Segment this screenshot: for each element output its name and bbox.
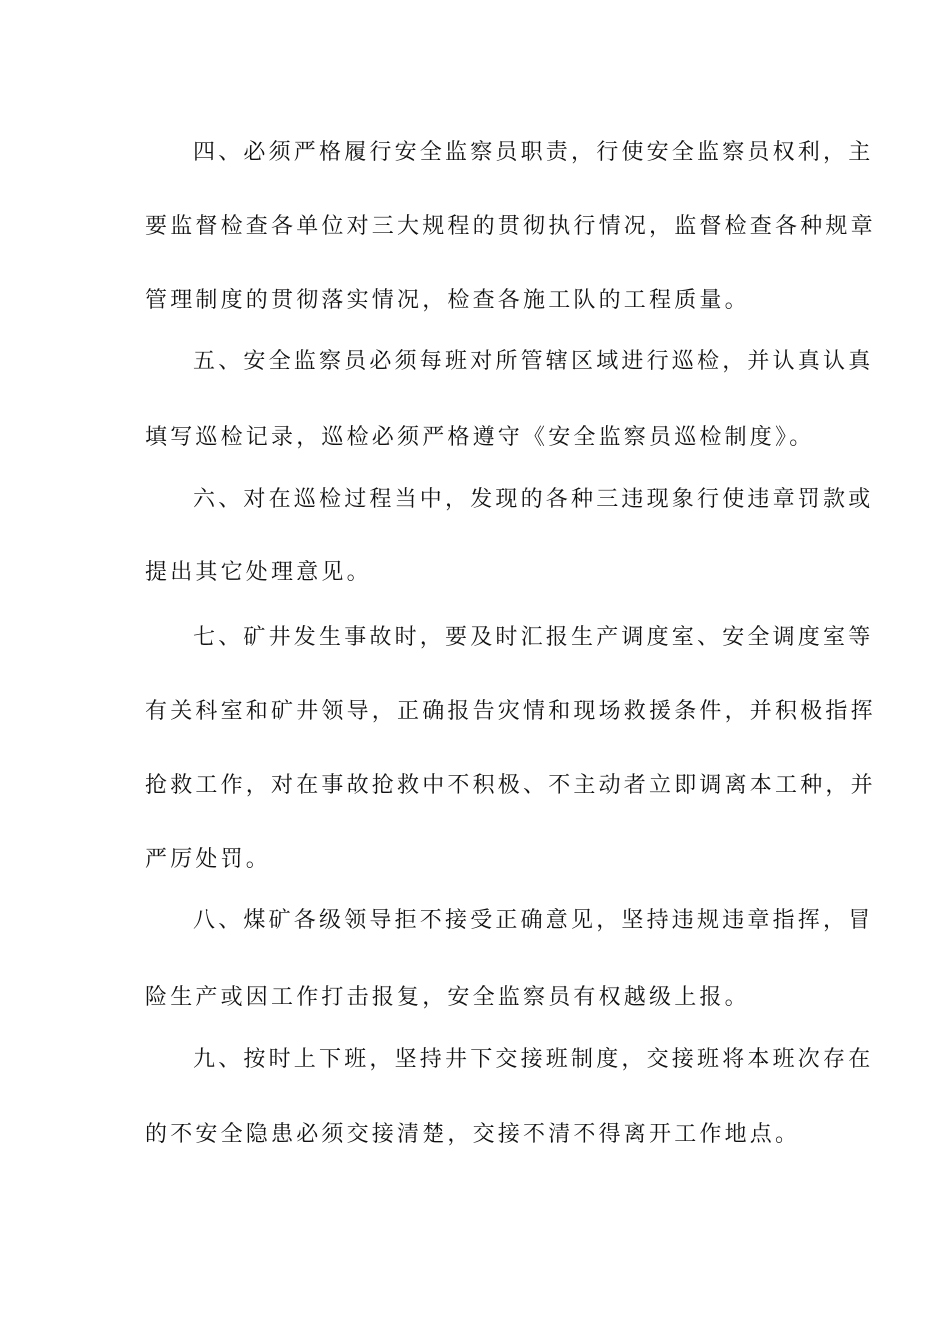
paragraph-8-line-1: 八、煤矿各级领导拒不接受正确意见，坚持违规违章指挥，冒: [193, 908, 874, 933]
paragraph-6-line-1: 六、对在巡检过程当中，发现的各种三违现象行使违章罚款或: [193, 487, 874, 512]
paragraph-7-line-1: 七、矿井发生事故时，要及时汇报生产调度室、安全调度室等: [193, 625, 874, 650]
paragraph-7-line-3: 抢救工作，对在事故抢救中不积极、不主动者立即调离本工种，并: [145, 773, 876, 798]
paragraph-9-line-2: 的不安全隐患必须交接清楚，交接不清不得离开工作地点。: [145, 1122, 801, 1147]
paragraph-7-line-2: 有关科室和矿井领导，正确报告灾情和现场救援条件，并积极指挥: [145, 699, 876, 724]
paragraph-7-line-4: 严厉处罚。: [145, 847, 272, 872]
paragraph-8-line-2: 险生产或因工作打击报复，安全监察员有权越级上报。: [145, 985, 750, 1010]
paragraph-5-line-2: 填写巡检记录，巡检必须严格遵守《安全监察员巡检制度》。: [145, 425, 815, 450]
paragraph-4-line-2: 要监督检查各单位对三大规程的贯彻执行情况，监督检查各种规章: [145, 214, 876, 239]
paragraph-4-line-3: 管理制度的贯彻落实情况，检查各施工队的工程质量。: [145, 288, 750, 313]
paragraph-4-line-1: 四、必须严格履行安全监察员职责，行使安全监察员权利，主: [193, 140, 874, 165]
paragraph-9-line-1: 九、按时上下班，坚持井下交接班制度，交接班将本班次存在: [193, 1047, 874, 1072]
paragraph-6-line-2: 提出其它处理意见。: [145, 560, 372, 585]
paragraph-5-line-1: 五、安全监察员必须每班对所管辖区域进行巡检，并认真认真: [193, 349, 874, 374]
